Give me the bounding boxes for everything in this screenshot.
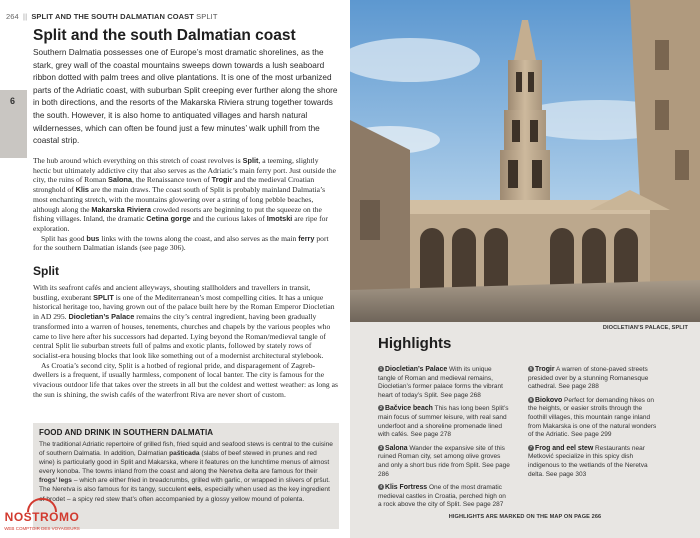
- text-run: remains the city’s central ingredient, having been gradually transformed into a warren of houses, tenements, churches and chapels by the various peoples who came to live here after his successors had departed. Lying beyond the Roman/medieval tangle of central Split lie suburban streets full of palms and exotic plants, followed by stately rows of socialist-era housing blocks that look like something out of a modernist architectural stylebook.: [33, 312, 331, 360]
- highlight-text: Wander the expansive site of this ruined Roman city, set among olive groves and only a short bus ride from Split. See page 286: [378, 444, 510, 478]
- running-head: 264 || SPLIT AND THE SOUTH DALMATIAN COAST SPLIT: [6, 12, 218, 21]
- text-run: As Croatia’s second city, Split is a hotbed of regional pride, and disparagement of Zagreb-dwellers is a frequent, if usually harmless, component of local banter. The city is famous for the vivacious outdoor life that takes over the streets in all but the coldest and wettest weather: as long as the sun is shining, the swish cafés of the waterfront Riva are never short of custom.: [33, 360, 338, 399]
- highlight-number: 3: [379, 444, 383, 450]
- paragraph: [33, 234, 338, 253]
- food-box-text: [39, 440, 333, 504]
- text-run: port for the southern Dalmatian islands (see page 306).: [33, 233, 329, 253]
- nostromo-logo: [3, 498, 81, 535]
- bold-term: eels: [188, 486, 201, 494]
- highlight-item: [378, 366, 510, 400]
- text-run: (slabs of beef stewed in prunes and red wine) is particularly good in Split and Makarska, where it features on the lunchtime menus of almost every konoba. The towns inland from the coast and along the Neretva delta are famous for their: [39, 450, 330, 476]
- paragraph: [33, 283, 338, 361]
- bold-term: Imotski: [266, 214, 293, 224]
- highlight-item: [378, 484, 510, 510]
- highlight-text: With its unique tangle of Roman and medieval remains, Diocletian’s former palace forms the vibrant heart of today’s Split. See page 268: [378, 366, 503, 399]
- highlight-name: Diocletian’s Palace: [385, 366, 448, 373]
- highlight-name: Salona: [385, 444, 408, 452]
- chapter-number: 6: [10, 96, 16, 106]
- intro-text: [33, 156, 338, 253]
- logo-tagline: WEB COMPTOIR DES VOYAGEURS: [4, 526, 80, 531]
- bold-term: Trogir: [211, 175, 233, 185]
- highlight-name: Bačvice beach: [385, 405, 433, 413]
- highlight-text: Restaurants near Metković specialize in this spicy dish indigenous to the wetlands of the Neretva delta. See page 303: [528, 444, 648, 478]
- highlight-number: 2: [379, 405, 383, 411]
- running-head-section: SPLIT AND THE SOUTH DALMATIAN COAST: [31, 12, 194, 21]
- text-run: and the curious lakes of: [190, 214, 267, 224]
- chapter-title: Split and the south Dalmatian coast: [33, 27, 296, 44]
- bold-term: frogs’ legs: [39, 477, 72, 485]
- text-run: , especially when used as the key ingredient of brodet – a spicy red stew that’s often accompanied by a glossy yellow mound of polenta.: [39, 486, 330, 503]
- bold-term: Salona: [108, 175, 132, 185]
- bold-term: pašticada: [169, 450, 200, 458]
- highlight-name: Trogir: [535, 366, 555, 373]
- highlight-name: Klis Fortress: [385, 484, 428, 492]
- split-heading: Split: [33, 264, 59, 278]
- text-run: The traditional Adriatic repertoire of grilled fish, fried squid and seafood stews is central to the cuisine of southern Dalmatia. In addition, Dalmatian: [39, 441, 333, 458]
- highlight-name: Frog and eel stew: [535, 444, 594, 452]
- bold-term: ferry: [298, 233, 315, 243]
- highlights-column-2: [528, 366, 660, 484]
- highlight-text: This has long been Split’s main focus of summer leisure, with real sand underfoot and a shoreline promenade lined with cafés. See page 278: [378, 405, 509, 439]
- running-head-subsection: SPLIT: [196, 12, 218, 21]
- highlights-title: Highlights: [378, 335, 452, 352]
- highlight-number: 7: [529, 444, 533, 450]
- highlight-number: 1: [379, 366, 383, 371]
- text-run: crowded resorts are beginning to put the squeeze on the fishing villages. Inland, the dramatic: [33, 204, 322, 224]
- highlight-text: One of the most dramatic medieval castles in Croatia, perched high on a rock above the city of Split. See page 287: [378, 484, 506, 509]
- highlight-item: [378, 445, 510, 479]
- highlight-name: Biokovo: [535, 396, 563, 404]
- photo-caption: DIOCLETIAN’S PALACE, SPLIT: [602, 325, 688, 331]
- text-run: is one of the Mediterranean’s most compelling cities. It has a unique historical heritage too, having grown out of the palace built here by the Roman Emperor Diocletian in AD 295.: [33, 292, 335, 322]
- food-box-title: FOOD AND DRINK IN SOUTHERN DALMATIA: [39, 428, 214, 437]
- text-run: With its seafront cafés and ancient alleyways, shouting stallholders and travellers in transit, bustling, exuberant: [33, 283, 311, 302]
- text-run: The hub around which everything on this stretch of coast revolves is: [33, 156, 243, 165]
- diocletians-palace-photo: [350, 0, 700, 322]
- paragraph: [33, 361, 338, 400]
- highlight-item: [528, 445, 660, 479]
- text-run: and the medieval Croatian stronghold of: [33, 175, 315, 195]
- palace-illustration: [350, 0, 700, 322]
- page-number: 264: [6, 12, 19, 21]
- text-run: , the Renaissance town of: [131, 175, 212, 185]
- highlight-text: A warren of stone-paved streets presided over by a stunning Romanesque cathedral. See page 288: [528, 366, 649, 391]
- text-run: Split has good: [41, 233, 87, 243]
- bold-term: Split: [242, 156, 259, 165]
- highlights-column-1: [378, 366, 510, 515]
- lead-paragraph: Southern Dalmatia possesses one of Europe’s most dramatic shorelines, as the stark, grey wall of the coastal mountains sweeps down towards a lush seaboard ribbon dotted with palm trees and olive plantations. It is one of the most urbanized parts of the Adriatic coast, with suburban Split creeping ever further along the shore in both directions, and the resorts of the Makarska Riviera strung together towards the south. However, it is also home to antiquated villages and harsh natural wildernesses, which can often be found just a few minutes’ walk uphill from the coastal strip.: [33, 48, 338, 146]
- highlight-number: 5: [529, 366, 533, 371]
- bold-term: Diocletian’s Palace: [68, 312, 135, 322]
- split-text: [33, 283, 338, 399]
- text-run: links with the towns along the coast, and also serves as the main: [99, 233, 299, 243]
- bold-term: Makarska Riviera: [91, 204, 152, 214]
- bold-term: SPLIT: [93, 292, 114, 302]
- right-page: [350, 0, 700, 538]
- text-run: are ripe for exploration.: [33, 214, 328, 233]
- text-run: , a teeming, slightly hectic but ultimately addictive city that also serves as the Adriatic’s main ferry port. Just outside the city, the ruins of Roman: [33, 156, 337, 185]
- text-run: – which are either fried in breadcrumbs, grilled with garlic, or wrapped in slivers of pršut. The Neretva is also famous for its tangy, succulent: [39, 477, 330, 494]
- paragraph: [33, 156, 338, 234]
- bold-term: Klis: [75, 185, 89, 195]
- highlights-footer: HIGHLIGHTS ARE MARKED ON THE MAP ON PAGE 266: [448, 514, 602, 520]
- highlight-number: 6: [529, 396, 533, 402]
- logo-name: NOSTROMO: [4, 510, 80, 524]
- chapter-tab: [0, 90, 27, 158]
- highlight-text: Perfect for demanding hikes on the heights, or easier strolls through the foothill villages, this mountain range inland from Makarska is one of the natural wonders of the Adriatic. See page 299: [528, 396, 657, 439]
- highlight-item: [528, 366, 660, 392]
- highlight-item: [378, 405, 510, 439]
- bold-term: bus: [86, 233, 100, 243]
- bold-term: Cetina gorge: [146, 214, 191, 224]
- highlight-item: [528, 397, 660, 440]
- highlight-number: 4: [379, 484, 383, 490]
- text-run: are the main draws. The coast south of Split is probably mainland Dalmatia’s most enchanting stretch, with the mountains glowering over a string of long pebble beaches, although along the: [33, 185, 326, 214]
